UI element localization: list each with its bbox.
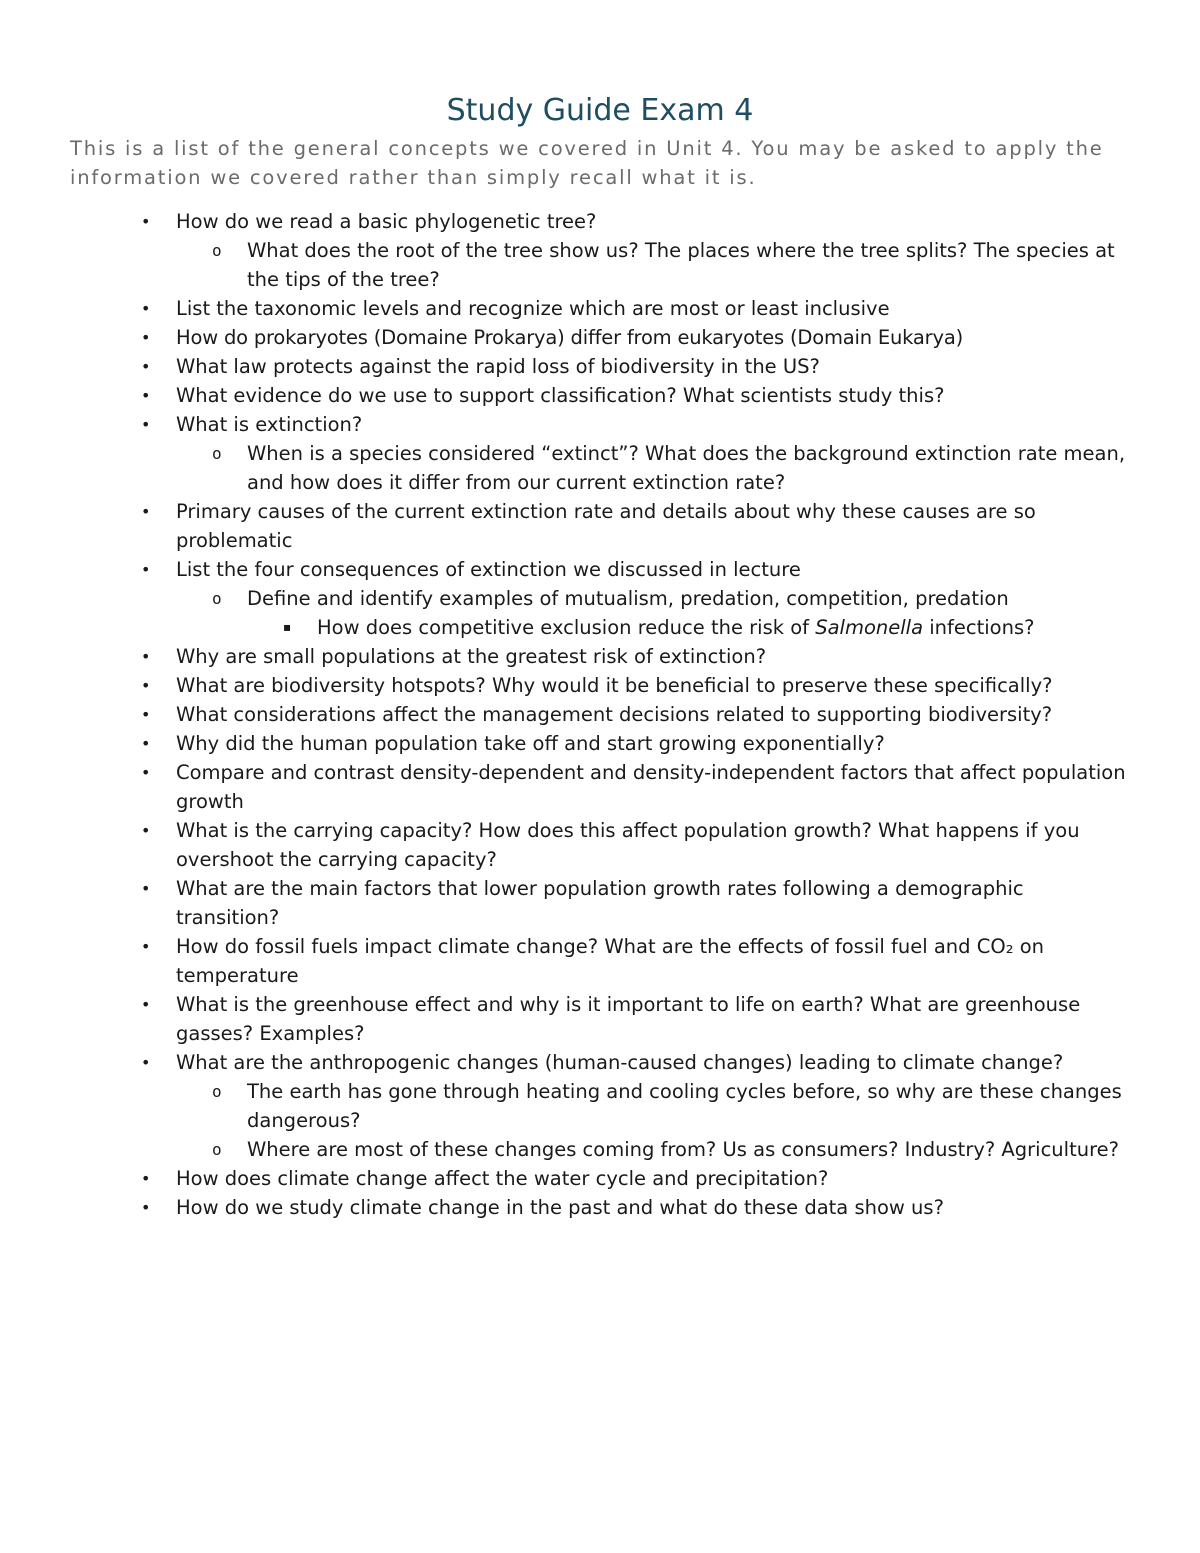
list-item-text: Primary causes of the current extinction rate and details about why these causes are so problematic [176,500,1036,552]
sub-list-item [0,439,1200,497]
list-item-text: When is a species considered “extinct”? What does the background extinction rate mean, and how does it differ from our current extinction rate? [247,442,1126,494]
list-item [0,497,1200,555]
bullet-dot-icon: • [141,734,151,753]
list-item-text: How do we read a basic phylogenetic tree? [176,210,597,233]
list-item-text: How does climate change affect the water cycle and precipitation? [176,1167,829,1190]
sub-list-item [0,584,1200,613]
list-item-text: List the four consequences of extinction we discussed in lecture [176,558,801,581]
bullet-dot-icon: • [141,937,151,956]
list-item-text: What are biodiversity hotspots? Why would it be beneficial to preserve these specifically? [176,674,1053,697]
list-item-text: How does competitive exclusion reduce the risk of Salmonella infections? [317,616,1035,639]
list-item [0,816,1200,874]
italic-term: Salmonella [815,616,924,639]
list-item-text: The earth has gone through heating and cooling cycles before, so why are these changes dangerous? [247,1080,1122,1132]
bullet-dot-icon: • [141,415,151,434]
list-item [0,700,1200,729]
list-item-text: What does the root of the tree show us? The places where the tree splits? The species at the tips of the tree? [247,239,1115,291]
list-item [0,642,1200,671]
bullet-circle-icon: o [212,1082,222,1101]
sub-list-item [0,236,1200,294]
bullet-circle-icon: o [212,589,222,608]
list-item [0,352,1200,381]
list-item [0,1048,1200,1077]
list-item [0,729,1200,758]
bullet-dot-icon: • [141,328,151,347]
bullet-dot-icon: • [141,502,151,521]
bullet-dot-icon: • [141,821,151,840]
bullet-dot-icon: • [141,212,151,231]
list-item [0,1193,1200,1222]
list-item [0,207,1200,236]
list-item-text: What are the anthropogenic changes (human-caused changes) leading to climate change? [176,1051,1064,1074]
list-item-text: Where are most of these changes coming from? Us as consumers? Industry? Agriculture? [247,1138,1120,1161]
intro-paragraph: This is a list of the general concepts we covered in Unit 4. You may be asked to apply the information we covered rather than simply recall what it is. [70,137,1104,189]
list-item [0,874,1200,932]
list-item-text: List the taxonomic levels and recognize which are most or least inclusive [176,297,890,320]
bullet-dot-icon: • [141,1053,151,1072]
bullet-dot-icon: • [141,1198,151,1217]
bullet-dot-icon: • [141,647,151,666]
list-item [0,410,1200,439]
list-item [0,1164,1200,1193]
bullet-dot-icon: • [141,879,151,898]
list-item-text: How do prokaryotes (Domaine Prokarya) differ from eukaryotes (Domain Eukarya) [176,326,963,349]
bullet-dot-icon: • [141,1169,151,1188]
list-item-text: What are the main factors that lower population growth rates following a demographic transition? [176,877,1024,929]
bullet-dot-icon: • [141,386,151,405]
bullet-dot-icon: • [141,676,151,695]
document-title: Study Guide Exam 4 [446,93,754,128]
list-item [0,323,1200,352]
list-item [0,758,1200,816]
bullet-dot-icon: • [141,705,151,724]
list-item [0,932,1200,990]
list-item [0,381,1200,410]
list-item-text: What considerations affect the management decisions related to supporting biodiversity? [176,703,1053,726]
sub-list-item [0,1135,1200,1164]
list-item-text: What law protects against the rapid loss of biodiversity in the US? [176,355,820,378]
bullet-dot-icon: • [141,299,151,318]
list-item [0,555,1200,584]
list-item-text: Why did the human population take off and start growing exponentially? [176,732,885,755]
list-item-text: What is extinction? [176,413,363,436]
bullet-dot-icon: • [141,763,151,782]
list-item [0,990,1200,1048]
bullet-dot-icon: • [141,357,151,376]
bullet-square-icon: ▪ [283,620,292,634]
sub-sub-list-item [0,613,1200,642]
list-item-text: How do fossil fuels impact climate change? What are the effects of fossil fuel and CO₂ on temperature [176,935,1045,987]
bullet-circle-icon: o [212,444,222,463]
list-item-text: What evidence do we use to support classification? What scientists study this? [176,384,945,407]
list-item-text: How do we study climate change in the past and what do these data show us? [176,1196,944,1219]
sub-list-item [0,1077,1200,1135]
list-item-text: Define and identify examples of mutualism, predation, competition, predation [247,587,1009,610]
list-item-text: What is the greenhouse effect and why is it important to life on earth? What are greenhouse gasses? Examples? [176,993,1081,1045]
list-item [0,671,1200,700]
concept-list [0,207,1200,1222]
list-item-text: Compare and contrast density-dependent and density-independent factors that affect population growth [176,761,1126,813]
list-item-text: Why are small populations at the greatest risk of extinction? [176,645,767,668]
bullet-circle-icon: o [212,241,222,260]
bullet-dot-icon: • [141,995,151,1014]
list-item-text: What is the carrying capacity? How does this affect population growth? What happens if you overshoot the carrying capacity? [176,819,1080,871]
list-item [0,294,1200,323]
bullet-dot-icon: • [141,560,151,579]
bullet-circle-icon: o [212,1140,222,1159]
